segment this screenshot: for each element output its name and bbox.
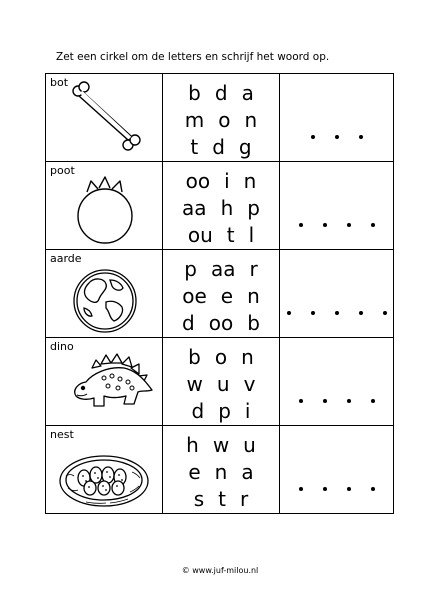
letter-option[interactable]: r [249, 257, 258, 281]
globe-icon [46, 250, 162, 337]
letter-option[interactable]: i [224, 169, 230, 193]
worksheet-row [46, 162, 394, 250]
letter-option[interactable]: w [186, 372, 203, 396]
answer-dot [359, 135, 363, 139]
answer-dots [280, 223, 393, 227]
picture-cell [46, 162, 163, 250]
letter-option[interactable]: b [247, 311, 260, 335]
letter-option[interactable]: u [243, 433, 256, 457]
letter-option[interactable]: d [191, 399, 205, 423]
answer-cell[interactable] [280, 426, 394, 514]
answer-dot [383, 311, 387, 315]
letter-option[interactable]: p [218, 399, 231, 423]
letter-option[interactable]: a [241, 81, 254, 105]
letter-option[interactable]: t [190, 135, 199, 159]
worksheet-row [46, 250, 394, 338]
letter-option[interactable]: p [184, 257, 197, 281]
letter-option[interactable]: aa [182, 196, 207, 220]
word-label: dino [50, 340, 74, 353]
answer-dot [311, 135, 315, 139]
answer-dot [299, 399, 303, 403]
answer-dots [280, 311, 393, 315]
letter-option[interactable]: b [188, 81, 201, 105]
letter-option[interactable]: w [212, 433, 230, 457]
letter-row [163, 398, 279, 425]
letter-row [163, 80, 279, 107]
letter-option[interactable]: d [182, 311, 195, 335]
answer-dot [323, 223, 327, 227]
letter-option[interactable]: n [243, 169, 257, 193]
answer-dots [280, 135, 393, 139]
letter-option[interactable]: oo [208, 311, 234, 335]
letter-row [163, 168, 279, 195]
word-label: poot [50, 164, 75, 177]
letter-option[interactable]: s [193, 487, 205, 511]
bone-icon [46, 74, 162, 161]
letter-row [163, 432, 279, 459]
dino-foot-icon [46, 162, 162, 249]
letter-row [163, 283, 279, 310]
letter-option[interactable]: b [188, 345, 201, 369]
instruction-text: Zet een cirkel om de letters en schrijf het woord op. [56, 51, 330, 63]
letter-option[interactable]: e [188, 460, 201, 484]
picture-cell [46, 338, 163, 426]
letter-option[interactable]: i [244, 399, 251, 423]
dinosaur-icon [46, 338, 162, 425]
letter-option[interactable]: h [220, 196, 234, 220]
answer-dot [335, 311, 339, 315]
word-label: nest [50, 428, 74, 441]
letter-option[interactable]: t [226, 223, 235, 247]
answer-dot [347, 399, 351, 403]
letter-option[interactable]: n [244, 108, 258, 132]
letter-option[interactable]: o [218, 108, 231, 132]
answer-dot [371, 399, 375, 403]
letter-row [163, 344, 279, 371]
answer-dots [280, 399, 393, 403]
letter-option[interactable]: u [216, 372, 230, 396]
letter-option[interactable]: d [212, 135, 225, 159]
letters-cell [163, 74, 280, 162]
answer-dot [299, 487, 303, 491]
word-label: bot [50, 76, 69, 89]
picture-cell [46, 74, 163, 162]
letter-option[interactable]: a [241, 460, 254, 484]
letter-row [163, 371, 279, 398]
letters-cell [163, 250, 280, 338]
answer-dot [323, 487, 327, 491]
answer-dot [323, 399, 327, 403]
letter-option[interactable]: n [241, 345, 254, 369]
letter-option[interactable]: h [186, 433, 199, 457]
worksheet-row [46, 338, 394, 426]
letter-option[interactable]: n [247, 284, 260, 308]
letter-option[interactable]: oe [182, 284, 207, 308]
answer-dots [280, 487, 393, 491]
letter-option[interactable]: t [218, 487, 227, 511]
letter-option[interactable]: v [243, 372, 256, 396]
nest-icon [46, 426, 162, 513]
worksheet-row [46, 426, 394, 514]
answer-dot [371, 223, 375, 227]
answer-cell[interactable] [280, 74, 394, 162]
footer-copyright: © www.juf-milou.nl [181, 566, 259, 575]
letter-row [163, 310, 279, 337]
letter-option[interactable]: e [220, 284, 234, 308]
letter-option[interactable]: l [248, 223, 255, 247]
answer-dot [347, 487, 351, 491]
letter-row [163, 195, 279, 222]
answer-dot [335, 135, 339, 139]
picture-cell [46, 426, 163, 514]
answer-dot [311, 311, 315, 315]
answer-cell[interactable] [280, 250, 394, 338]
answer-dot [299, 223, 303, 227]
letter-option[interactable]: ou [187, 223, 213, 247]
letter-option[interactable]: aa [210, 257, 236, 281]
answer-dot [347, 223, 351, 227]
letter-option[interactable]: n [214, 460, 228, 484]
letter-row [163, 459, 279, 486]
letters-cell [163, 338, 280, 426]
letters-cell [163, 426, 280, 514]
letter-option[interactable]: d [214, 81, 228, 105]
letter-option[interactable]: g [238, 135, 252, 159]
answer-dot [287, 311, 291, 315]
letter-option[interactable]: o [214, 345, 228, 369]
answer-cell[interactable] [280, 338, 394, 426]
letters-cell [163, 162, 280, 250]
answer-dot [359, 311, 363, 315]
letter-row [163, 107, 279, 134]
answer-cell[interactable] [280, 162, 394, 250]
letter-row [163, 486, 279, 513]
word-label: aarde [50, 252, 82, 265]
worksheet-table [45, 73, 394, 514]
letter-option[interactable]: m [184, 108, 205, 132]
letter-option[interactable]: oo [185, 169, 211, 193]
letter-option[interactable]: p [247, 196, 260, 220]
letter-row [163, 222, 279, 249]
letter-option[interactable]: r [240, 487, 249, 511]
worksheet-row [46, 74, 394, 162]
letter-row [163, 134, 279, 161]
letter-row [163, 256, 279, 283]
answer-dot [371, 487, 375, 491]
picture-cell [46, 250, 163, 338]
